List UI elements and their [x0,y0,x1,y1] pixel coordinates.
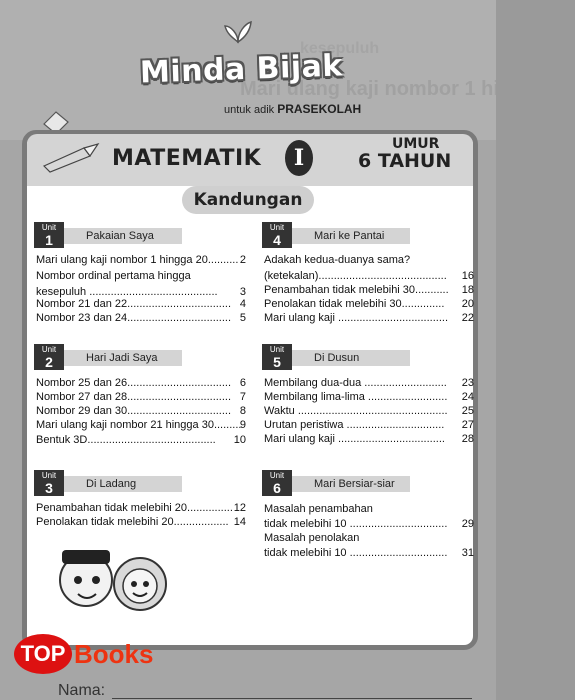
tagline-prefix: untuk adik [224,104,275,116]
toc-page: 7 [239,391,246,403]
toc-page: 20 [461,298,474,310]
toc-entry: Nombor ordinal pertama hingga [36,270,191,282]
name-field[interactable] [112,698,472,699]
toc-page: 8 [239,405,246,417]
toc-entry: Masalah penambahan [264,503,373,515]
name-label: Nama: [58,682,106,699]
toc-page: 25 [461,405,474,417]
tagline-emphasis: PRASEKOLAH [277,102,362,116]
brand-logo: Minda Bijak [139,48,344,91]
subject-title: MATEMATIK [112,146,262,171]
toc-page: 12 [233,502,246,514]
age-value: 6 TAHUN [358,150,452,172]
pencil-icon [40,142,100,172]
toc-entry: Mari ulang kaji nombor 1 hingga 20.......... [36,254,239,266]
toc-page: 6 [239,377,246,389]
children-illustration [44,538,174,628]
tagline [224,102,361,116]
toc-page: 16 [461,270,474,282]
age-label: UMUR [392,136,440,152]
toc-entry: Membilang lima-lima .......................... [264,391,448,403]
watermark-top: TOP [14,634,72,674]
toc-entry: Nombor 27 dan 28.................................. [36,391,232,403]
ghost-text: kesepuluh [300,40,380,57]
toc-page: 23 [461,377,474,389]
toc-page: 14 [233,516,246,528]
toc-entry: Waktu ................................................. [264,405,448,417]
watermark-logo [14,634,153,674]
toc-page: 9 [239,419,246,431]
toc-entry: Nombor 23 dan 24.................................. [36,312,232,324]
toc-page: 5 [239,312,246,324]
unit-badge: Unit 4 [262,222,292,248]
toc-page: 2 [239,254,246,266]
toc-entry: Masalah penolakan [264,532,360,544]
unit-badge: Unit 5 [262,344,292,370]
toc-entry: Nombor 21 dan 22.................................. [36,298,232,310]
toc-entry: Nombor 29 dan 30.................................. [36,405,232,417]
unit-title: Mari Bersiar-siar [292,476,410,492]
toc-page: 4 [239,298,246,310]
volume-badge: I [285,140,313,176]
toc-entry: (ketekalan).......................................... [264,270,447,282]
toc-entry: Mari ulang kaji nombor 21 hingga 30......... [36,419,242,431]
watermark-books: Books [74,638,154,669]
toc-page: 24 [461,391,474,403]
toc-entry: Penambahan tidak melebihi 20............... [36,502,233,514]
contents-heading: Kandungan [182,186,314,214]
unit-badge: Unit 1 [34,222,64,248]
toc-page: 31 [461,547,474,559]
toc-entry: kesepuluh .......................................... [36,286,218,298]
toc-entry: tidak melebihi 10 ................................ [264,547,448,559]
toc-entry: Nombor 25 dan 26.................................. [36,377,232,389]
unit-title: Pakaian Saya [64,228,182,244]
toc-page: 27 [461,419,474,431]
toc-page: 22 [461,312,474,324]
unit-title: Di Dusun [292,350,410,366]
toc-entry: Urutan peristiwa ................................ [264,419,445,431]
toc-entry: Mari ulang kaji ................................... [264,433,445,445]
toc-entry: Bentuk 3D.......................................... [36,434,216,446]
toc-entry: tidak melebihi 10 ................................ [264,518,448,530]
ghost-text: Mari ulang kaji nombor 1 hingga 20 [240,78,575,100]
unit-badge: Unit 6 [262,470,292,496]
unit-badge: Unit 2 [34,344,64,370]
toc-page: 29 [461,518,474,530]
toc-page: 3 [239,286,246,298]
toc-entry: Penolakan tidak melebihi 20.................. [36,516,229,528]
toc-page: 10 [233,434,246,446]
toc-page: 28 [461,433,474,445]
toc-page: 18 [461,284,474,296]
leaf-icon [223,20,253,44]
toc-entry: Mari ulang kaji .................................... [264,312,448,324]
toc-entry: Adakah kedua-duanya sama? [264,254,411,266]
toc-entry: Membilang dua-dua ........................... [264,377,447,389]
unit-title: Mari ke Pantai [292,228,410,244]
unit-title: Di Ladang [64,476,182,492]
toc-entry: Penolakan tidak melebihi 30.............. [264,298,445,310]
toc-entry: Penambahan tidak melebihi 30........... [264,284,449,296]
unit-badge: Unit 3 [34,470,64,496]
unit-title: Hari Jadi Saya [64,350,182,366]
